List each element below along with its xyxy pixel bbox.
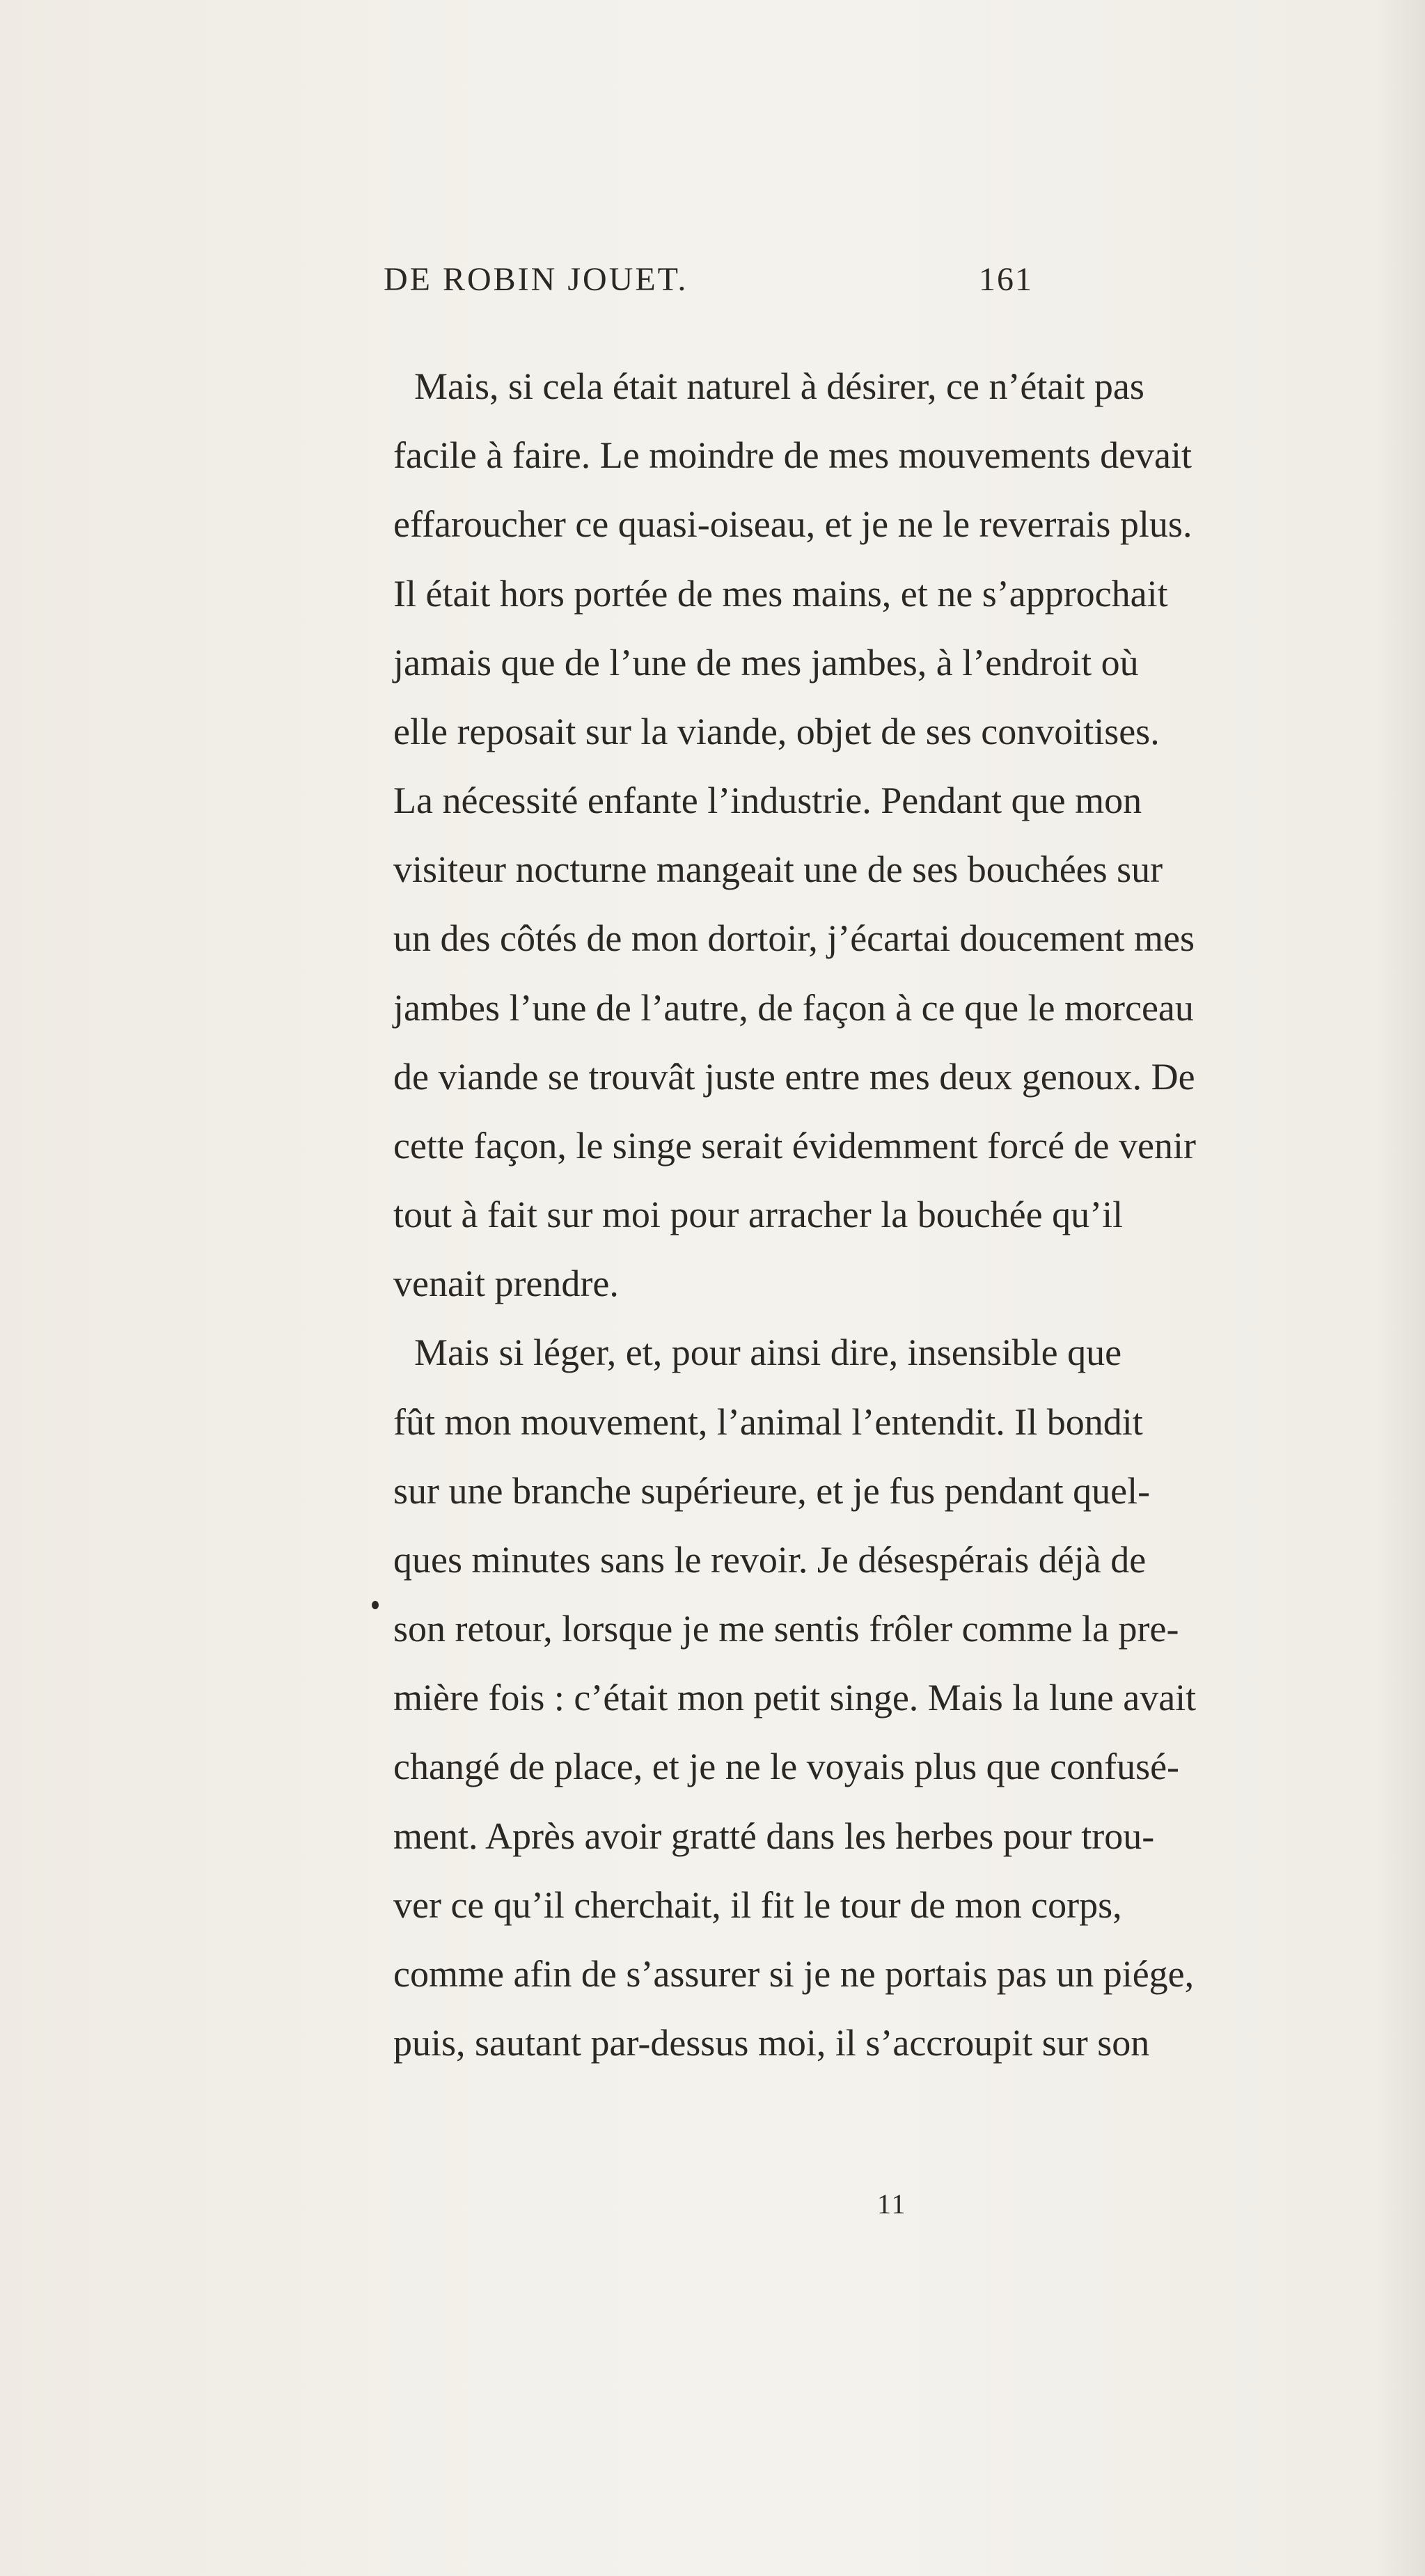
signature-mark: 11 — [877, 2188, 907, 2220]
text-line: sur une branche supérieure, et je fus pendant quel- — [393, 1470, 1151, 1512]
text-line: un des côtés de mon dortoir, j’écartai doucement mes — [393, 917, 1195, 959]
text-line: facile à faire. Le moindre de mes mouvements devait — [393, 434, 1192, 476]
text-line: changé de place, et je ne le voyais plus que confusé- — [393, 1746, 1180, 1787]
text-line: mière fois : c’était mon petit singe. Mais la lune avait — [393, 1677, 1197, 1718]
text-line: cette façon, le singe serait évidemment forcé de venir — [393, 1125, 1196, 1167]
text-line: Mais, si cela était naturel à désirer, ce n’était pas — [414, 365, 1144, 407]
text-line: tout à fait sur moi pour arracher la bouchée qu’il — [393, 1194, 1124, 1235]
text-line: jambes l’une de l’autre, de façon à ce que le morceau — [393, 987, 1194, 1029]
page-header — [369, 259, 1065, 301]
text-line: visiteur nocturne mangeait une de ses bouchées sur — [393, 848, 1163, 890]
text-line: Il était hors portée de mes mains, et ne s’approchait — [393, 573, 1168, 615]
text-line: La nécessité enfante l’industrie. Pendant que mon — [393, 780, 1142, 821]
page-edge-shadow — [1376, 0, 1425, 2576]
text-line: comme afin de s’assurer si je ne portais pas un piége, — [393, 1953, 1195, 1995]
text-line: ment. Après avoir gratté dans les herbes pour trou- — [393, 1815, 1155, 1857]
text-line: ques minutes sans le revoir. Je désespérais déjà de — [393, 1539, 1147, 1581]
text-line: jamais que de l’une de mes jambes, à l’endroit où — [393, 642, 1139, 683]
text-line: ver ce qu’il cherchait, il fit le tour de mon corps, — [393, 1884, 1122, 1926]
text-line: de viande se trouvât juste entre mes deux genoux. De — [393, 1056, 1195, 1098]
page-number: 161 — [979, 261, 1033, 298]
text-line: venait prendre. — [393, 1263, 619, 1304]
text-line: effaroucher ce quasi-oiseau, et je ne le reverrais plus. — [393, 503, 1192, 545]
text-line: elle reposait sur la viande, objet de ses convoitises. — [393, 711, 1160, 752]
text-line: son retour, lorsque je me sentis frôler comme la pre- — [393, 1608, 1179, 1650]
text-line: puis, sautant par-dessus moi, il s’accroupit sur son — [393, 2022, 1150, 2064]
text-line: fût mon mouvement, l’animal l’entendit. Il bondit — [393, 1401, 1143, 1443]
margin-dot-mark — [372, 1601, 379, 1609]
running-title: DE ROBIN JOUET. — [384, 261, 688, 298]
text-line: Mais si léger, et, pour ainsi dire, insensible que — [414, 1332, 1122, 1373]
